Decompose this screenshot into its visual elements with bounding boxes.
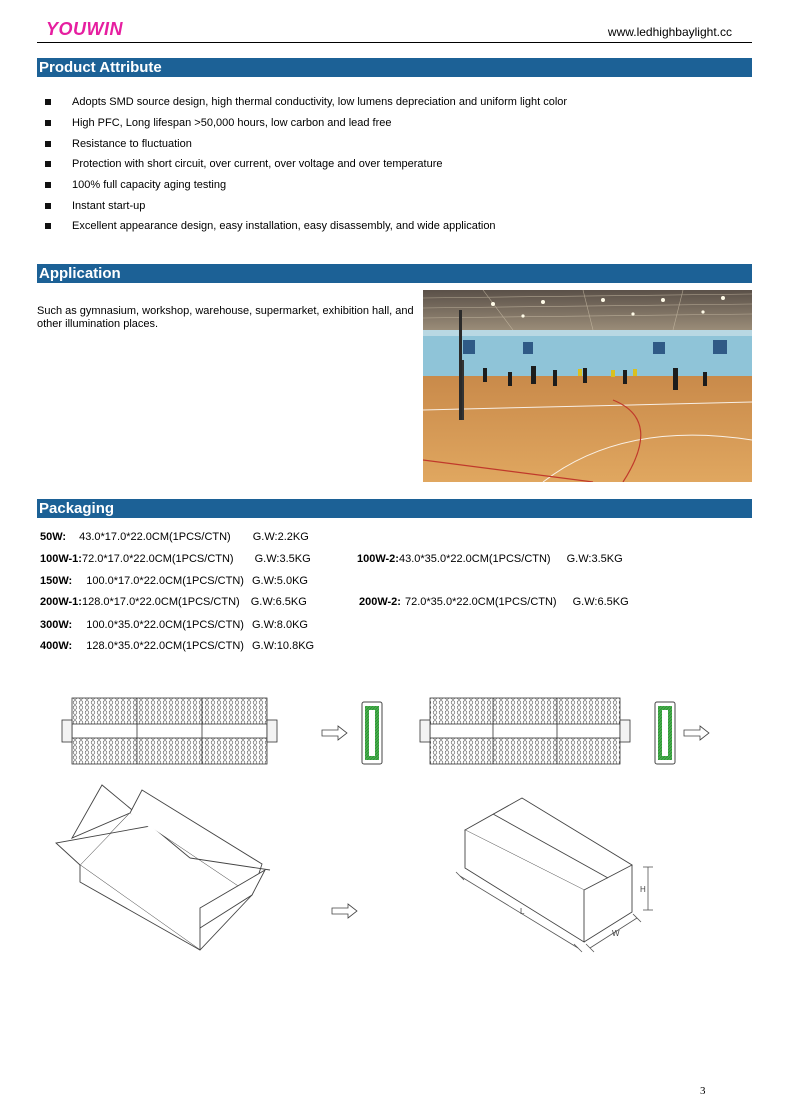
gymnasium-photo [423,290,752,482]
packaging-weight: G.W:5.0KG [251,575,308,587]
attribute-item [45,113,567,134]
attribute-text: 100% full capacity aging testing [72,179,227,192]
packaging-weight: G.W:3.5KG [566,553,623,565]
attribute-item [45,154,567,175]
fixture-side-view-left [362,702,382,764]
attribute-text: High PFC, Long lifespan >50,000 hours, low carbon and lead free [72,117,392,130]
section-title-application: Application [37,264,752,283]
packaging-label: 50W: [40,531,67,543]
light-fixture-left [62,698,277,764]
bullet-square-icon [45,182,51,188]
packaging-label: 200W-2: [359,596,401,608]
bullet-square-icon [45,203,51,209]
packaging-size: 128.0*35.0*22.0CM(1PCS/CTN) [86,640,244,652]
packaging-diagram [0,680,790,980]
packaging-size: 72.0*17.0*22.0CM(1PCS/CTN) [81,553,234,565]
attribute-item [45,195,567,216]
attribute-item [45,92,567,113]
packaging-label: 300W: [40,619,73,631]
packaging-size: 72.0*35.0*22.0CM(1PCS/CTN) [404,596,557,608]
section-title-packaging: Packaging [37,499,752,518]
packaging-label: 150W: [40,575,73,587]
open-carton-box [56,785,270,950]
header-divider [37,42,752,43]
packaging-label: 400W: [40,640,73,652]
arrow-icon [332,904,357,918]
bullet-square-icon [45,223,51,229]
packaging-weight: G.W:3.5KG [254,553,311,565]
packaging-row-200w-2 [359,596,629,608]
attribute-text: Excellent appearance design, easy installation, easy disassembly, and wide application [72,220,496,233]
packaging-size: 100.0*17.0*22.0CM(1PCS/CTN) [86,575,244,587]
packaging-row-100w-2 [357,553,623,565]
packaging-row-200w-1 [40,596,307,608]
packaging-row-50w [40,531,309,543]
closed-carton-box [465,798,632,942]
section-title-product-attribute: Product Attribute [37,58,752,77]
packaging-weight: G.W:2.2KG [252,531,309,543]
dimension-label-length: L [520,907,525,916]
dimension-label-height: H [640,885,646,894]
packaging-size: 43.0*35.0*22.0CM(1PCS/CTN) [398,553,551,565]
packaging-size: 43.0*17.0*22.0CM(1PCS/CTN) [79,531,231,543]
packaging-weight: G.W:6.5KG [572,596,629,608]
packaging-label: 100W-2: [357,553,399,565]
packaging-label: 100W-1: [40,553,82,565]
attribute-text: Adopts SMD source design, high thermal conductivity, low lumens depreciation and uniform light color [72,96,568,109]
application-description: Such as gymnasium, workshop, warehouse, supermarket, exhibition hall, and other illumination places. [37,305,414,330]
packaging-row-150w [40,575,308,587]
bullet-square-icon [45,120,51,126]
brand-logo: YOUWIN [46,19,123,39]
packaging-size: 128.0*17.0*22.0CM(1PCS/CTN) [81,596,240,608]
packaging-row-300w [40,619,308,631]
bullet-square-icon [45,141,51,147]
packaging-weight: G.W:8.0KG [251,619,308,631]
attribute-list [45,92,567,237]
attribute-text: Instant start-up [72,199,146,212]
packaging-row-100w-1 [40,553,311,565]
website-url: www.ledhighbaylight.cc [607,25,732,39]
fixture-side-view-right [655,702,675,764]
bullet-square-icon [45,161,51,167]
light-fixture-right [420,698,630,764]
arrow-icon [684,726,709,740]
dimension-label-width: W [612,929,620,938]
attribute-item [45,216,567,237]
attribute-text: Resistance to fluctuation [72,137,192,150]
attribute-text: Protection with short circuit, over current, over voltage and over temperature [72,158,443,171]
packaging-row-400w [40,640,314,652]
packaging-weight: G.W:10.8KG [251,640,315,652]
arrow-icon [322,726,347,740]
packaging-label: 200W-1: [40,596,82,608]
attribute-item [45,175,567,196]
attribute-item [45,133,567,154]
bullet-square-icon [45,99,51,105]
packaging-weight: G.W:6.5KG [250,596,307,608]
packaging-size: 100.0*35.0*22.0CM(1PCS/CTN) [86,619,244,631]
page-number: 3 [700,1085,706,1097]
